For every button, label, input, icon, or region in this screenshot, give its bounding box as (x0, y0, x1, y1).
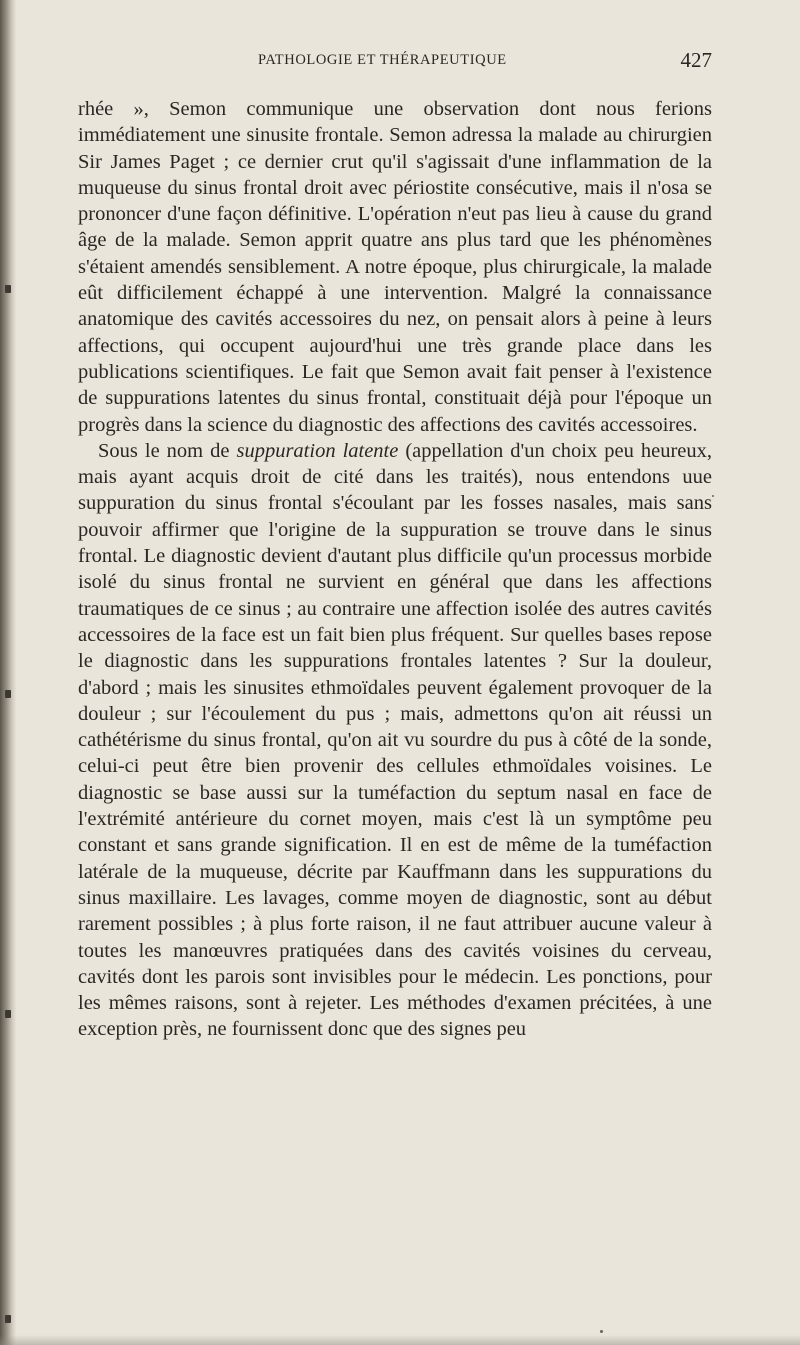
body-text (78, 96, 712, 1043)
paragraph-2-opening: Sous le nom de (98, 439, 237, 462)
binding-gutter (0, 0, 16, 1345)
gutter-mark (5, 1315, 11, 1323)
paper-speck (712, 495, 714, 497)
italic-term: suppuration latente (236, 439, 399, 462)
page-number: 427 (680, 48, 712, 72)
running-header (78, 48, 712, 78)
gutter-mark (5, 285, 11, 293)
running-title: PATHOLOGIE ET THÉRAPEUTIQUE (258, 52, 507, 68)
gutter-mark (5, 1010, 11, 1018)
page-edge-shadow (0, 1335, 800, 1345)
paragraph-2-continuation: (appellation d'un choix peu heureux, mais ayant acquis droit de cité dans les traités), nous entendons uue suppuration du sinus frontal s'écoulant par les fosses nasales, mais sans pouvoir affirmer que l'origine de la suppuration se trouve dans le sinus frontal. Le diagnostic devient d'autant plus difficile qu'un processus morbide isolé du sinus frontal ne survient en général que dans les affections traumatiques de ce sinus ; au contraire une affection isolée des autres cavités accessoires de la face est un fait bien plus fréquent. Sur quelles bases repose le diagnostic dans les suppurations frontales latentes ? Sur la douleur, d'abord ; mais les sinusites ethmoïdales peuvent également provoquer de la douleur ; sur l'écoulement du pus ; mais, admettons qu'on ait réussi un cathétérisme du sinus frontal, qu'on ait vu sourdre du pus à côté de la sonde, celui-ci peut être bien provenir des cellules ethmoïdales voisines. Le diagnostic se base aussi sur la tuméfaction du septum nasal en face de l'extrémité antérieure du cornet moyen, mais c'est là un symptôme peu constant et sans grande signification. Il en est de même de la tuméfaction latérale de la muqueuse, décrite par Kauffmann dans les suppurations du sinus maxillaire. Les lavages, comme moyen de diagnostic, sont au début rarement possibles ; à plus forte raison, il ne faut attribuer aucune valeur à toutes les manœuvres pratiquées dans des cavités voisines du cerveau, cavités dont les parois sont invisibles pour le médecin. Les ponctions, pour les mêmes raisons, sont à rejeter. Les méthodes d'examen précitées, à une exception près, ne fournissent donc que des signes peu (78, 439, 712, 1041)
paper-speck (600, 1330, 603, 1333)
gutter-mark (5, 690, 11, 698)
paragraph-1: rhée », Semon communique une observation dont nous ferions immédiatement une sinusite frontale. Semon adressa la malade au chirurgien Sir James Paget ; ce dernier crut qu'il s'agissait d'une inflammation de la muqueuse du sinus frontal droit avec périostite consécutive, mais il n'osa se prononcer d'une façon définitive. L'opération n'eut pas lieu à cause du grand âge de la malade. Semon apprit quatre ans plus tard que les phénomènes s'étaient amendés sensiblement. A notre époque, plus chirurgicale, la malade eût difficilement échappé à une intervention. Malgré la connaissance anatomique des cavités accessoires du nez, on pensait alors à peine à leurs affections, qui occupent aujourd'hui une très grande place dans les publications scientifiques. Le fait que Semon avait fait penser à l'existence de suppurations latentes du sinus frontal, constituait déjà pour l'époque un progrès dans la science du diagnostic des affections des cavités accessoires. (78, 98, 712, 436)
paragraph-2 (78, 438, 712, 1043)
